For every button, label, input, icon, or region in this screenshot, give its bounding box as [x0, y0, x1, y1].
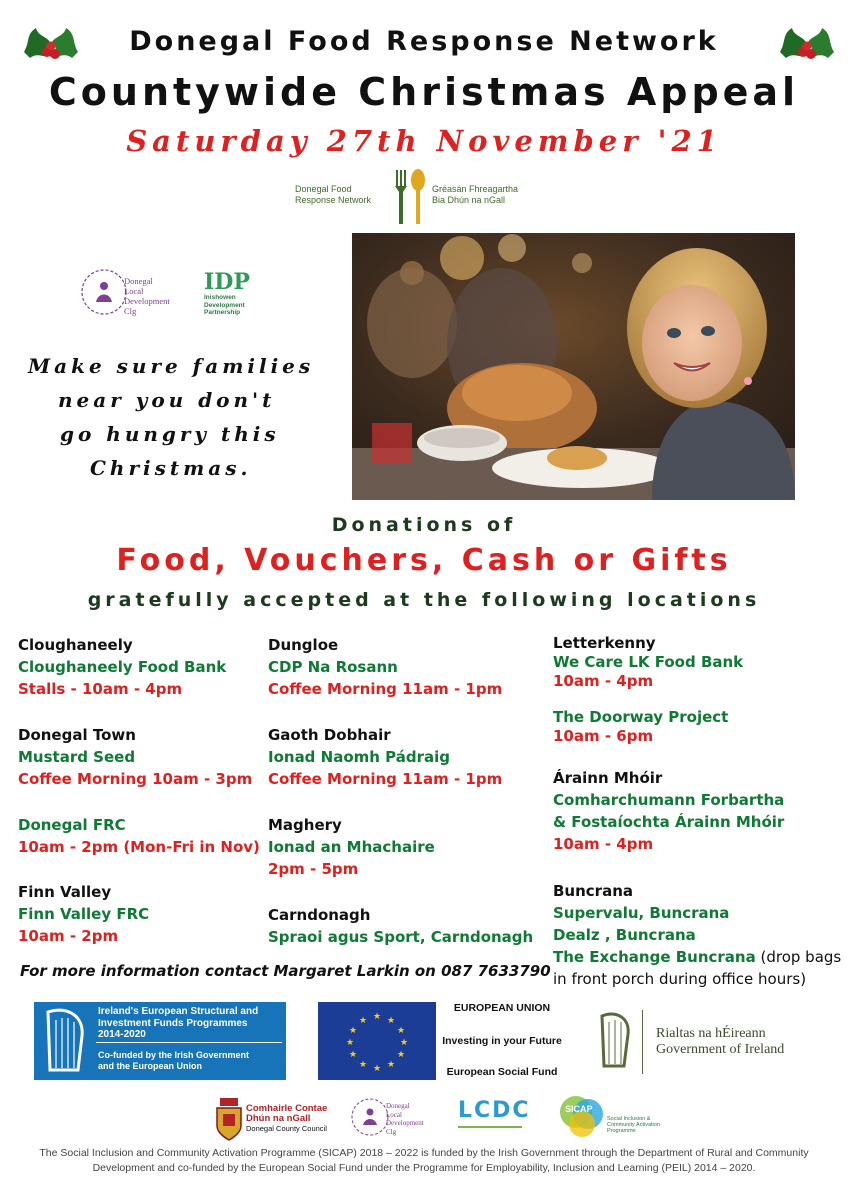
contact-info: For more information contact Margaret Larkin on 087 7633790 [20, 962, 551, 980]
dldc-emblem-icon [78, 262, 130, 322]
esif-title-line: Investment Funds Programmes [98, 1017, 248, 1029]
location-venue: CDP Na Rosann [268, 658, 398, 676]
location-venue: & Fostaíochta Árainn Mhóir [553, 813, 785, 831]
location-venue: Finn Valley FRC [18, 905, 150, 923]
svg-text:★: ★ [372, 1064, 382, 1074]
location-venue-line [553, 946, 841, 968]
location-place: Finn Valley [18, 883, 112, 901]
location-time: 10am - 4pm [553, 672, 654, 690]
lcdc-logo: LCDC [458, 1098, 531, 1123]
location-arainn-mhoir [553, 767, 784, 855]
idp-text-line: Partnership [204, 309, 241, 316]
dfrn-name-line: Donegal Food [295, 184, 352, 194]
svg-text:★: ★ [372, 1012, 382, 1022]
location-letterkenny [553, 634, 743, 691]
dldc-text-line: Donegal [124, 276, 153, 286]
esif-title-line: 2014-2020 [98, 1029, 146, 1040]
esif-sub-line: Co-funded by the Irish Government [98, 1050, 250, 1060]
location-venue: The Exchange Buncrana [553, 948, 756, 966]
location-time: 10am - 2pm [18, 927, 119, 945]
location-time: Coffee Morning 10am - 3pm [18, 770, 253, 788]
sicap-sub-line: Programme [607, 1128, 636, 1134]
tagline-line: Christmas. [90, 456, 252, 480]
christmas-dinner-photo [352, 233, 795, 500]
location-note: in front porch during office hours) [553, 970, 807, 988]
appeal-title: Countywide Christmas Appeal [48, 70, 800, 114]
dcc-line: Dhún na nGall [246, 1113, 311, 1124]
location-place: Gaoth Dobhair [268, 726, 391, 744]
location-time: 2pm - 5pm [268, 860, 359, 878]
dcc-logo [214, 1096, 344, 1144]
location-venue: Ionad Naomh Pádraig [268, 748, 451, 766]
location-cloughaneely [18, 634, 226, 700]
location-time: Coffee Morning 11am - 1pm [268, 770, 503, 788]
gov-ireland-logo [594, 1010, 814, 1076]
location-gaoth-dobhair [268, 724, 502, 790]
svg-text:★: ★ [348, 1050, 358, 1060]
location-place: Maghery [268, 816, 342, 834]
svg-text:★: ★ [399, 1038, 409, 1048]
location-venue: Ionad an Mhachaire [268, 838, 435, 856]
donations-outro: gratefully accepted at the following locations [87, 589, 761, 611]
donations-intro: Donations of [331, 514, 517, 536]
location-buncrana [553, 880, 841, 990]
location-place: Buncrana [553, 882, 634, 900]
idp-text-line: Development [204, 301, 245, 309]
dldc-text-line: Development [124, 296, 170, 306]
eu-line: Investing in your Future [442, 1035, 562, 1047]
eu-flag-icon [318, 1002, 436, 1080]
location-venue: Supervalu, Buncrana [553, 904, 730, 922]
location-place: Cloughaneely [18, 636, 133, 654]
location-time: Coffee Morning 11am - 1pm [268, 680, 503, 698]
tagline [28, 349, 328, 485]
location-place: Dungloe [268, 636, 339, 654]
svg-text:★: ★ [386, 1016, 396, 1026]
idp-text-line: Inishowen [204, 294, 236, 301]
dfrn-irish-line: Bia Dhún na nGall [432, 195, 506, 205]
tagline-line: go hungry this [60, 422, 280, 446]
location-doorway-project [553, 708, 728, 746]
esif-logo [34, 1002, 286, 1080]
dcc-line: Comhairle Contae [246, 1103, 328, 1114]
lcdc-underline [458, 1126, 522, 1128]
dldc-text-line: Clg [386, 1127, 397, 1136]
location-place: Árainn Mhóir [553, 769, 663, 787]
sicap-emblem-icon [556, 1090, 606, 1140]
dfrn-name-line: Response Network [295, 195, 372, 205]
location-venue: Cloughaneely Food Bank [18, 658, 227, 676]
esif-sub-line: and the European Union [98, 1061, 203, 1071]
dfrn-logo [290, 168, 540, 228]
location-venue: Mustard Seed [18, 748, 136, 766]
location-time: 10am - 4pm [553, 835, 654, 853]
dfrn-irish-line: Gréasán Fhreagartha [432, 184, 519, 194]
svg-text:★: ★ [358, 1060, 368, 1070]
esif-title-line: Ireland's European Structural and [98, 1006, 259, 1017]
location-time: 10am - 6pm [553, 727, 654, 745]
location-time: Stalls - 10am - 4pm [18, 680, 183, 698]
location-place: Letterkenny [553, 634, 656, 652]
location-donegal-town [18, 724, 252, 790]
dldc-logo [78, 262, 188, 322]
crest-icon [214, 1096, 244, 1142]
eu-line: EUROPEAN UNION [453, 1002, 551, 1014]
location-venue: Donegal FRC [18, 816, 126, 834]
idp-logo [204, 270, 274, 320]
dldc-text-line: Clg [124, 306, 137, 316]
dldc-logo-small [348, 1092, 438, 1142]
gov-line: Government of Ireland [656, 1042, 785, 1057]
donations-items: Food, Vouchers, Cash or Gifts [116, 543, 732, 578]
sicap-sub [607, 1116, 660, 1134]
appeal-date: Saturday 27th November '21 [126, 124, 722, 158]
tagline-line: near you don't [58, 388, 276, 412]
fork-spoon-icon [390, 168, 430, 226]
location-maghery [268, 814, 435, 880]
svg-text:★: ★ [358, 1016, 368, 1026]
location-venue: The Doorway Project [553, 708, 729, 726]
svg-text:★: ★ [345, 1038, 355, 1048]
svg-text:★: ★ [348, 1026, 358, 1036]
harp-icon [38, 1006, 92, 1076]
location-time: 10am - 2pm (Mon-Fri in Nov) [18, 838, 260, 856]
tagline-line: Make sure families [28, 354, 315, 378]
idp-mark: IDP [204, 269, 250, 295]
location-dungloe [268, 634, 502, 700]
sicap-sub-line: Community Activation [607, 1122, 660, 1128]
location-venue: Spraoi agus Sport, Carndonagh [268, 928, 534, 946]
location-place: Carndonagh [268, 906, 371, 924]
svg-text:★: ★ [396, 1026, 406, 1036]
network-title: Donegal Food Response Network [129, 26, 719, 57]
eu-caption [438, 1002, 566, 1080]
location-finn-valley [18, 881, 149, 947]
dcc-line: Donegal County Council [246, 1124, 327, 1133]
location-venue: Dealz , Buncrana [553, 926, 696, 944]
dldc-text-line: Donegal [386, 1102, 410, 1110]
svg-text:★: ★ [386, 1060, 396, 1070]
location-venue: Comharchumann Forbartha [553, 791, 785, 809]
gov-line: Rialtas na hÉireann [656, 1026, 766, 1041]
svg-text:★: ★ [396, 1050, 406, 1060]
sicap-label: SICAP [565, 1104, 593, 1114]
harp-icon [594, 1010, 634, 1070]
location-note: (drop bags [755, 948, 842, 966]
dldc-text-line: Local [124, 286, 144, 296]
location-place: Donegal Town [18, 726, 136, 744]
sicap-sub-line: Social Inclusion & [607, 1116, 651, 1122]
eu-line: European Social Fund [446, 1066, 558, 1078]
location-venue: We Care LK Food Bank [553, 653, 744, 671]
dldc-text-line: Local [386, 1110, 402, 1119]
footer-text: The Social Inclusion and Community Activation Programme (SICAP) 2018 – 2022 is funded by the Irish Government through the Department of Rural and Community Development and co-funded by the European Social Fund under the Programme for Employability, Inclusion and Learning (PEIL) 2014 – 2020. [39, 1147, 809, 1174]
dldc-text-line: Development [386, 1119, 424, 1127]
location-carndonagh [268, 904, 533, 948]
location-donegal-frc [18, 814, 260, 858]
